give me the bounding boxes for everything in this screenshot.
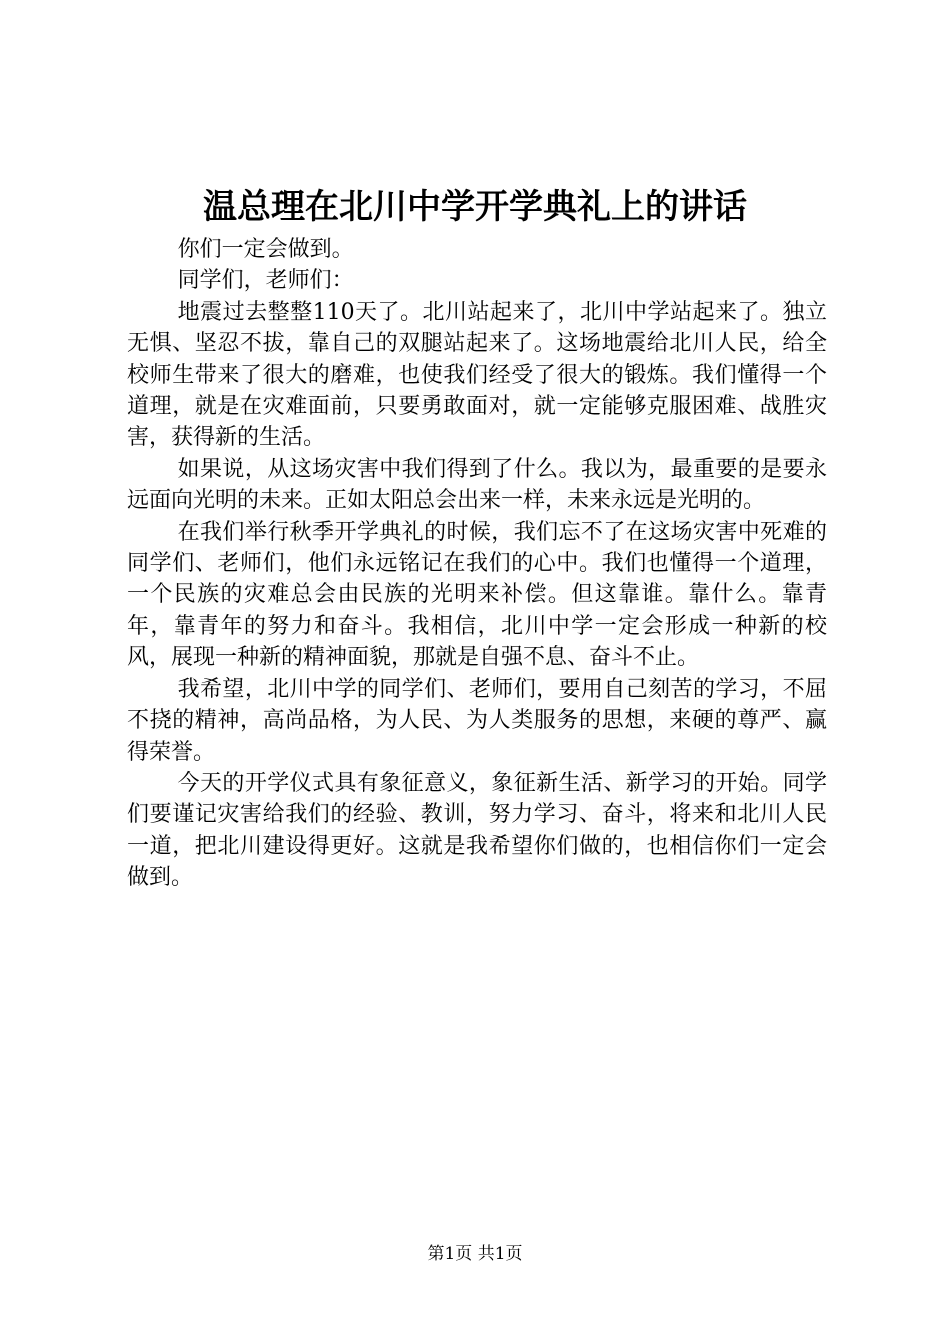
document-body [127, 234, 827, 894]
paragraph: 我希望，北川中学的同学们、老师们，要用自己刻苦的学习，不屈不挠的精神，高尚品格，为人民、为人类服务的思想，来硬的尊严、赢得荣誉。 [127, 676, 827, 765]
paragraph: 你们一定会做到。 [177, 237, 354, 262]
page-footer: 第1页 共1页 [427, 1244, 523, 1264]
paragraph: 在我们举行秋季开学典礼的时候，我们忘不了在这场灾害中死难的同学们、老师们，他们永远铭记在我们的心中。我们也懂得一个道理，一个民族的灾难总会由民族的光明来补偿。但这靠谁。靠什么。靠青年，靠青年的努力和奋斗。我相信，北川中学一定会形成一种新的校风，展现一种新的精神面貌，那就是自强不息、奋斗不止。 [127, 519, 827, 671]
paragraph: 今天的开学仪式具有象征意义，象征新生活、新学习的开始。同学们要谨记灾害给我们的经验、教训，努力学习、奋斗，将来和北川人民一道，把北川建设得更好。这就是我希望你们做的，也相信你们一定会做到。 [127, 770, 827, 891]
paragraph: 如果说，从这场灾害中我们得到了什么。我以为，最重要的是要永远面向光明的未来。正如太阳总会出来一样，未来永远是光明的。 [127, 456, 827, 514]
document-title: 温总理在北川中学开学典礼上的讲话 [203, 187, 747, 227]
paragraph: 同学们，老师们： [177, 268, 354, 294]
paragraph: 地震过去整整110天了。北川站起来了，北川中学站起来了。独立无惧、坚忍不拔，靠自己的双腿站起来了。这场地震给北川人民，给全校师生带来了很大的磨难，也使我们经受了很大的锻炼。我们懂得一个道理，就是在灾难面前，只要勇敢面对，就一定能够克服困难、战胜灾害，获得新的生活。 [127, 299, 827, 451]
